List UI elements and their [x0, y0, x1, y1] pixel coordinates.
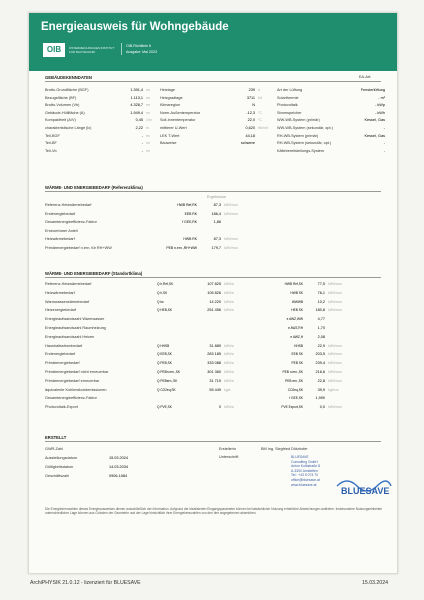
standort-symbol-2: e AWZ,WW [286, 317, 303, 322]
referenz-label: Heizwärmebedarf [45, 237, 75, 242]
standort-value-1: 251 456 [207, 308, 221, 313]
kenndaten-unit: W/m²K [258, 126, 269, 130]
stamp-line: Consulting GmbH [291, 459, 318, 464]
referenz-value: 87,3 [213, 237, 221, 242]
standort-unit-2: kWh/m²a [328, 370, 342, 374]
standort-symbol-1: Q CO2eq,SK [157, 387, 176, 392]
standort-unit-1: kWh/a [224, 343, 234, 348]
kenndaten-label: RH-WB-System (primär) [277, 133, 319, 138]
referenz-label: Referenz-Heizwärmebedarf [45, 203, 92, 207]
kenndaten-label: Teil-BGF [45, 133, 60, 138]
kenndaten-value: 3711 [246, 95, 255, 100]
standort-value-2: 216,6 [315, 370, 325, 374]
standort-value-2: 39,9 [317, 387, 325, 392]
divider [45, 441, 381, 442]
standort-value-1: 31 719 [209, 378, 221, 383]
ersteller-value: BM Ing. Siegfried Dötzhofer [261, 447, 308, 451]
referenz-value: 1,86 [213, 220, 221, 225]
standort-value-1: 333 088 [207, 361, 221, 366]
kenndaten-value: 0,45 [135, 118, 143, 123]
erstellt-value: 14.03.2034 [109, 465, 129, 469]
kenndaten-value: -12,3 [246, 110, 255, 115]
referenz-unit: kWh/m²a [224, 237, 238, 242]
standort-label: Energieaufwandszahl Warmwasser [45, 317, 105, 322]
standort-value-2: 1,990 [315, 396, 325, 401]
referenz-label: Primärenergiebedarf n.ern. für RH+WW [45, 246, 112, 250]
erstellt-value: 0906-1084 [109, 474, 128, 478]
certificate-header [29, 13, 397, 71]
referenz-unit: kWh/m²a [224, 203, 238, 207]
standort-value-2: 22,9 [317, 343, 325, 348]
certificate-title: Energieausweis für Wohngebäude [41, 21, 229, 33]
standort-symbol-1: Q EEB,SK [157, 352, 172, 357]
bluesave-logo-text: BLUESAVE [341, 486, 390, 496]
section-title-erstellt: ERSTELLT [45, 435, 67, 440]
kenndaten-label: RH-WB-System (sekundär, opt.) [277, 141, 332, 146]
kenndaten-value: - [383, 141, 385, 146]
standort-unit-1: kWh/a [224, 282, 234, 286]
standort-unit-1: kg/a [224, 387, 231, 392]
stamp-line: BLUESAVE [291, 455, 309, 459]
referenz-label: Erneuerbarer Anteil [45, 228, 78, 233]
stamp-line: A-3300 Amstetten [291, 468, 318, 473]
referenz-symbol: HWB RK [183, 237, 197, 242]
standort-value-1: 55 449 [209, 387, 221, 392]
kenndaten-unit: m² [146, 110, 150, 115]
oib-logo: OIB [43, 43, 65, 57]
kenndaten-value: - [141, 133, 143, 138]
standort-value-1: 301 360 [207, 370, 221, 374]
erstellt-label: Ausstellungsdatum [45, 456, 78, 460]
standort-symbol-1: Q HHSB [157, 343, 170, 348]
kenndaten-label: Soll-Innentemperatur [160, 118, 196, 123]
kenndaten-unit: °C [258, 110, 262, 115]
footer-date: 15.03.2024 [362, 580, 388, 586]
standort-symbol-2: PEB n.ern.,SK [282, 370, 303, 374]
stamp-line: office@bluesave.at [291, 478, 320, 482]
kenndaten-label: Brutto-Volumen (Vb) [45, 103, 80, 108]
ersteller-label: ErstellerIn [219, 447, 237, 451]
standort-value-2: 10,2 [317, 299, 325, 304]
standort-symbol-1: Q PEBern.,SK [157, 378, 178, 383]
standort-label: Primärenergiebedarf nicht erneuerbar [45, 370, 109, 374]
standort-symbol-1: Q tw [157, 299, 164, 304]
standort-symbol-1: Q h,SK [157, 290, 168, 295]
standort-value-2: 180,8 [315, 308, 325, 313]
kenndaten-value: - [383, 126, 385, 130]
kenndaten-label: Klimaregion [160, 103, 181, 108]
referenz-symbol: HWB Ref,RK [177, 203, 197, 207]
kenndaten-unit: m² [146, 88, 150, 92]
standort-unit-2: kWh/m²a [328, 299, 342, 304]
standort-value-2: 2,08 [317, 334, 325, 339]
standort-unit-2: kWh/m²a [328, 282, 342, 286]
kenndaten-value: 1.949,4 [130, 110, 143, 115]
kenndaten-value: 4.328,7 [130, 103, 143, 108]
referenz-symbol: PEB n.ern.,RH+WW [166, 246, 197, 250]
standort-value-2: 4,77 [317, 317, 325, 322]
standort-value-1: 14 220 [209, 299, 221, 304]
standort-symbol-1: Q PVE,SK [157, 405, 172, 410]
referenz-symbol: EEB RK [184, 211, 197, 216]
kenndaten-unit: d [258, 88, 260, 92]
section-title-referenzklima: WÄRME- UND ENERGIEBEDARF (Referenzklima) [45, 185, 143, 190]
standard-line-2: Ausgabe: Mai 2023 [126, 50, 157, 54]
standort-symbol-2: WWWB [291, 299, 303, 304]
standort-value-1: 283 185 [207, 352, 221, 357]
referenz-value: 186,4 [211, 211, 221, 216]
kenndaten-label: LEK T-Wert [160, 133, 180, 138]
standort-label: Photovoltaik-Export [45, 405, 78, 410]
standort-symbol-2: PEB SK [291, 361, 303, 366]
standort-label: Primärenergiebedarf [45, 361, 80, 366]
referenz-value: 87,3 [213, 203, 221, 207]
kenndaten-value: N [252, 103, 255, 108]
kenndaten-label: Kompaktheit (A/V) [45, 118, 76, 123]
standort-unit-1: kWh/a [224, 290, 234, 295]
standort-symbol-2: e AWZ,RH [288, 326, 303, 330]
unterschrift-label: Unterschrift [219, 455, 239, 459]
standort-symbol-2: HHSB [294, 343, 303, 348]
standort-symbol-2: PEB ern.,SK [285, 378, 303, 383]
standort-unit-1: kWh/a [224, 405, 234, 410]
kenndaten-value: - [383, 148, 385, 153]
standort-symbol-2: CO2eq,SK [287, 387, 303, 392]
standort-label: Heizwärmebedarf [45, 290, 75, 295]
standort-unit-1: kWh/a [224, 370, 234, 374]
kenndaten-label: Bauweise [160, 141, 177, 146]
standort-label: Heizenergiebedarf [45, 308, 77, 313]
standard-line-1: OIB-Richtlinie 6 [126, 44, 151, 48]
stamp-line: www.bluesave.at [291, 482, 317, 487]
kenndaten-value: Kessel, Gas [364, 133, 385, 138]
software-footer: ArchiPHYSIK 21.0.12 - lizenziert für BLUESAVE [30, 580, 141, 586]
kenndaten-label: Teil-BF [45, 141, 57, 146]
standort-symbol-2: PVE Export,SK [281, 405, 303, 410]
kenndaten-label: Heizgradtage [160, 95, 183, 100]
divider [45, 81, 381, 82]
standort-label: Warmwasserwärmebedarf [45, 299, 90, 304]
kenndaten-value: 44,18 [245, 133, 255, 138]
kenndaten-label: Heiztage [160, 88, 175, 92]
standort-label: Primärenergiebedarf erneuerbar [45, 378, 100, 383]
standort-unit-2: kWh/m²a [328, 378, 342, 383]
ea-art-label: EA-Art: [359, 75, 372, 79]
standort-value-1: 105 826 [207, 290, 221, 295]
kenndaten-value: 0,620 [245, 126, 255, 130]
kenndaten-value: 22,0 [247, 118, 255, 123]
referenz-symbol: f GEE,RK [182, 220, 197, 225]
kenndaten-label: WW-WB-System (sekundär, opt.) [277, 126, 333, 130]
erstellt-label: GWR-Zahl [45, 447, 63, 451]
kenndaten-label: Bezugsfläche (BF) [45, 95, 77, 100]
standort-value-2: 0,0 [319, 405, 325, 410]
kenndaten-value: Kessel, Gas [364, 118, 385, 123]
standort-unit-2: kWh/m²a [328, 361, 342, 366]
standort-unit-2: kWh/m²a [328, 352, 342, 357]
stamp-line: Tel.: +43 5 074 70 [291, 473, 319, 478]
standort-unit-1: kWh/a [224, 352, 234, 357]
standort-symbol-2: HWB SK [290, 290, 303, 295]
results-column-header: Ergebnisse [207, 195, 226, 199]
standort-label: Gesamtenergieeffizienz-Faktor [45, 396, 97, 401]
kenndaten-label: charakteristische Länge (lc) [45, 126, 92, 130]
kenndaten-unit: °C [258, 118, 262, 123]
standort-label: Energieaufwandszahl Raumheizung [45, 326, 106, 330]
referenz-unit: kWh/m²a [224, 246, 238, 250]
standort-value-1: 0 [218, 405, 221, 410]
kenndaten-value: - kWh [375, 110, 385, 115]
kenndaten-label: Solarthermie [277, 95, 299, 100]
kenndaten-label: Norm-Außentemperatur [160, 110, 201, 115]
kenndaten-label: Teil-Vb [45, 148, 57, 153]
kenndaten-unit: m² [146, 95, 150, 100]
stamp-line: Anton Kolbstraße 8 [291, 464, 321, 469]
oib-org-name: ÖSTERREICHISCHES INSTITUT FÜR BAUTECHNIK [69, 46, 115, 54]
kenndaten-unit: 1/m [146, 118, 152, 123]
standort-value-2: 203,5 [315, 352, 325, 357]
standort-value-2: 22,8 [317, 378, 325, 383]
kenndaten-value: 1.391,4 [130, 88, 143, 92]
erstellt-label: Gültigkeitsdatum [45, 465, 74, 469]
kenndaten-unit: m³ [146, 103, 150, 108]
erstellt-label: Geschäftszahl [45, 474, 70, 478]
section-title-standortklima: WÄRME- UND ENERGIEBEDARF (Standortklima) [45, 271, 143, 276]
kenndaten-value: schwere [240, 141, 255, 146]
kenndaten-unit: m² [146, 141, 150, 146]
kenndaten-label: Gebäude-Hüllfläche (A) [45, 110, 85, 115]
kenndaten-unit: m³ [146, 148, 150, 153]
standort-unit-2: kg/m²a [328, 387, 339, 392]
standort-label: Endenergiebedarf [45, 352, 76, 357]
standort-symbol-2: HWB Ref,SK [284, 282, 303, 286]
kenndaten-value: - kWp [375, 103, 385, 108]
kenndaten-label: WW-WB-System (primär) [277, 118, 320, 123]
kenndaten-label: mittlerer U-Wert [160, 126, 187, 130]
kenndaten-value: Fensterlüftung [360, 88, 385, 92]
kenndaten-label: Stromspeicher [277, 110, 302, 115]
standort-symbol-1: Q PEBn.ern.,SK [157, 370, 181, 374]
standort-label: Energieaufwandszahl Heizen [45, 334, 95, 339]
standort-label: Referenz-Heizwärmebedarf [45, 282, 92, 286]
referenz-unit: kWh/m²a [224, 211, 238, 216]
standort-unit-1: kWh/a [224, 361, 234, 366]
standort-unit-2: kWh/m²a [328, 290, 342, 295]
standard-info [121, 43, 157, 55]
kenndaten-label: Photovoltaik [277, 103, 298, 108]
standort-value-2: 239,4 [315, 361, 325, 366]
erstellt-value: 15.03.2024 [109, 456, 129, 460]
kenndaten-label: Brutto-Grundfläche (BGF) [45, 88, 89, 92]
kenndaten-value: - m² [378, 95, 385, 100]
standort-label: äquivalente Kohlendioxidemissionen [45, 387, 107, 392]
standort-symbol-1: Q h,Ref,SK [157, 282, 174, 286]
standort-value-2: 77,5 [317, 282, 325, 286]
bluesave-logo [335, 474, 393, 496]
standort-symbol-2: HEB SK [291, 308, 303, 313]
referenz-label: Endenergiebedarf [45, 211, 76, 216]
disclaimer-footnote: Die Energiekennzahlen dieses Energieausweises dienen ausschließlich der Information. Aufgrund der idealisierten Eingangsparameter können bei tatsächlicher Nutzung erhebliche Abweichungen auftreten. Insbesondere Nutzungseinheiten unterschiedlicher Lage können aus Gründen der Geometrie und der Lage hinsichtlich ihrer Energiekennzahlen von den hier angegebenen abweichen. [45, 507, 383, 516]
standort-symbol-1: Q HEB,SK [157, 308, 173, 313]
kenndaten-value: - [141, 141, 143, 146]
kenndaten-unit: m [146, 126, 149, 130]
kenndaten-label: Art der Lüftung [277, 88, 303, 92]
standort-symbol-2: f GEE,SK [289, 396, 303, 401]
referenz-label: Gesamtenergieeffizienz-Faktor [45, 220, 97, 225]
divider [45, 191, 381, 192]
standort-symbol-2: EEB SK [291, 352, 303, 357]
kenndaten-value: 1.113,1 [130, 95, 143, 100]
standort-unit-1: kWh/a [224, 378, 234, 383]
energy-certificate-sheet [28, 12, 398, 574]
standort-symbol-2: e AWZ,H [290, 334, 303, 339]
kenndaten-unit: Kd [258, 95, 263, 100]
standort-symbol-1: Q PEB,SK [157, 361, 172, 366]
kenndaten-value: 239 [248, 88, 255, 92]
standort-unit-2: kWh/m²a [328, 308, 342, 313]
standort-unit-1: kWh/a [224, 299, 234, 304]
standort-label: Haushaltsstrombedarf [45, 343, 83, 348]
kenndaten-unit: m² [146, 133, 150, 138]
standort-value-1: 107 825 [207, 282, 221, 286]
kenndaten-value: - [141, 148, 143, 153]
standort-value-2: 76,1 [317, 290, 325, 295]
standort-unit-2: kWh/m²a [328, 405, 342, 410]
kenndaten-value: 2,22 [135, 126, 143, 130]
standort-unit-2: kWh/m²a [328, 343, 342, 348]
standort-unit-1: kWh/a [224, 308, 234, 313]
divider [45, 277, 381, 278]
standort-value-1: 31 889 [209, 343, 221, 348]
standort-value-2: 1,70 [317, 326, 325, 330]
kenndaten-label: Kältebereitstellungs-System [277, 148, 325, 153]
referenz-value: 179,7 [211, 246, 221, 250]
section-title-gebaeudekenndaten: GEBÄUDEKENNDATEN [45, 75, 92, 80]
